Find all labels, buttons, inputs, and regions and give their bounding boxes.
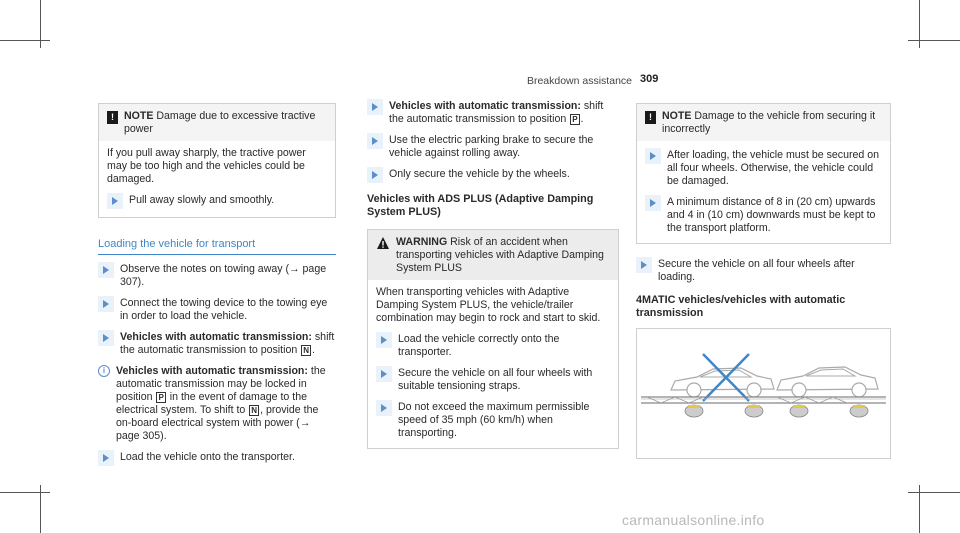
page-number: 309: [640, 73, 659, 85]
step: Secure the vehicle on all four wheels after loading.: [658, 258, 855, 283]
crop-mark: [908, 492, 960, 493]
step: Vehicles with automatic transmission: shift the automatic transmission to position P .: [389, 100, 604, 125]
step-arrow-icon: [98, 262, 114, 278]
note-title: Damage to the vehicle from securing it incorrectly: [662, 110, 876, 135]
step-text: shift the automatic transmission to position: [120, 331, 335, 356]
info-part: , provide the on-board electrical system with power (→ page 305).: [116, 404, 319, 442]
note-title: Damage due to excessive tractive power: [124, 110, 316, 135]
subheading: Vehicles with ADS PLUS (Adaptive Damping System PLUS): [367, 193, 594, 218]
gear-key: N: [251, 406, 258, 415]
transporter-cars-illustration: [637, 329, 890, 458]
note-box: [636, 103, 891, 244]
warning-label: WARNING: [396, 236, 448, 248]
crop-mark: [908, 40, 960, 41]
step-bold: Vehicles with automatic transmission:: [389, 100, 581, 112]
note-step: After loading, the vehicle must be secured on all four wheels. Otherwise, the vehicle could be damaged.: [667, 149, 879, 187]
step-text: shift the automatic transmission to position: [389, 100, 604, 125]
step: Use the electric parking brake to secure the vehicle against rolling away.: [389, 134, 594, 159]
warning-step: Secure the vehicle on all four wheels with suitable tensioning straps.: [398, 367, 593, 392]
crop-mark: [0, 40, 50, 41]
gear-key: P: [572, 115, 578, 124]
info-part: the automatic transmission may be locked in position: [116, 365, 326, 403]
warning-box: [367, 229, 619, 449]
note-step: Pull away slowly and smoothly.: [129, 194, 275, 206]
step: Vehicles with automatic transmission: shift the automatic transmission to position N .: [120, 331, 335, 356]
note-text: If you pull away sharply, the tractive power may be too high and the vehicles could be damaged.: [107, 147, 306, 185]
step: Only secure the vehicle by the wheels.: [389, 168, 570, 180]
step-arrow-icon: [98, 330, 114, 346]
step-arrow-icon: [376, 366, 392, 382]
step-arrow-icon: [367, 133, 383, 149]
subheading: 4MATIC vehicles/vehicles with automatic transmission: [636, 294, 846, 319]
info-part: in the event of damage to the electrical system. To shift to: [116, 391, 307, 416]
step-arrow-icon: [107, 193, 123, 209]
warning-title: Risk of an accident when transporting vehicles with Adaptive Damping System PLUS: [396, 236, 604, 274]
transport-illustration: [636, 328, 891, 459]
step-arrow-icon: [98, 450, 114, 466]
gear-key: N: [303, 346, 309, 355]
column-1: [98, 103, 336, 466]
step-arrow-icon: [645, 148, 661, 164]
column-2: [367, 100, 619, 449]
note-label: NOTE: [662, 110, 692, 122]
step-arrow-icon: [367, 99, 383, 115]
column-3: [636, 103, 891, 459]
step: Observe the notes on towing away (→ page 307).: [120, 263, 327, 288]
step: Connect the towing device to the towing eye in order to load the vehicle.: [120, 297, 328, 322]
exclamation-icon: !: [107, 111, 118, 124]
step-arrow-icon: [645, 195, 661, 211]
page-header: Breakdown assistance: [526, 75, 632, 87]
note-step: A minimum distance of 8 in (20 cm) upwards and 4 in (10 cm) downwards must be kept to the transport platform.: [667, 196, 876, 234]
info-text: [116, 365, 336, 443]
warning-step: Load the vehicle correctly onto the transporter.: [398, 333, 560, 358]
step: Load the vehicle onto the transporter.: [120, 451, 295, 463]
step-bold: Vehicles with automatic transmission:: [120, 331, 312, 343]
step-arrow-icon: [636, 257, 652, 273]
watermark: carmanualsonline.info: [622, 512, 765, 528]
warning-text: When transporting vehicles with Adaptive Damping System PLUS, the vehicle/trailer combination may begin to rock and start to skid.: [376, 286, 601, 324]
info-bold: Vehicles with automatic transmission:: [116, 365, 308, 377]
gear-key: P: [158, 393, 164, 402]
note-box: [98, 103, 336, 218]
step-arrow-icon: [376, 332, 392, 348]
step-arrow-icon: [367, 167, 383, 183]
note-label: NOTE: [124, 110, 154, 122]
step-arrow-icon: [98, 296, 114, 312]
step-arrow-icon: [376, 400, 392, 416]
section-title: Loading the vehicle for transport: [98, 238, 336, 255]
exclamation-icon: !: [645, 111, 656, 124]
warning-icon: [376, 236, 390, 250]
info-icon: i: [98, 365, 110, 377]
warning-step: Do not exceed the maximum permissible speed of 35 mph (60 km/h) when transporting.: [398, 401, 590, 439]
crop-mark: [0, 492, 50, 493]
